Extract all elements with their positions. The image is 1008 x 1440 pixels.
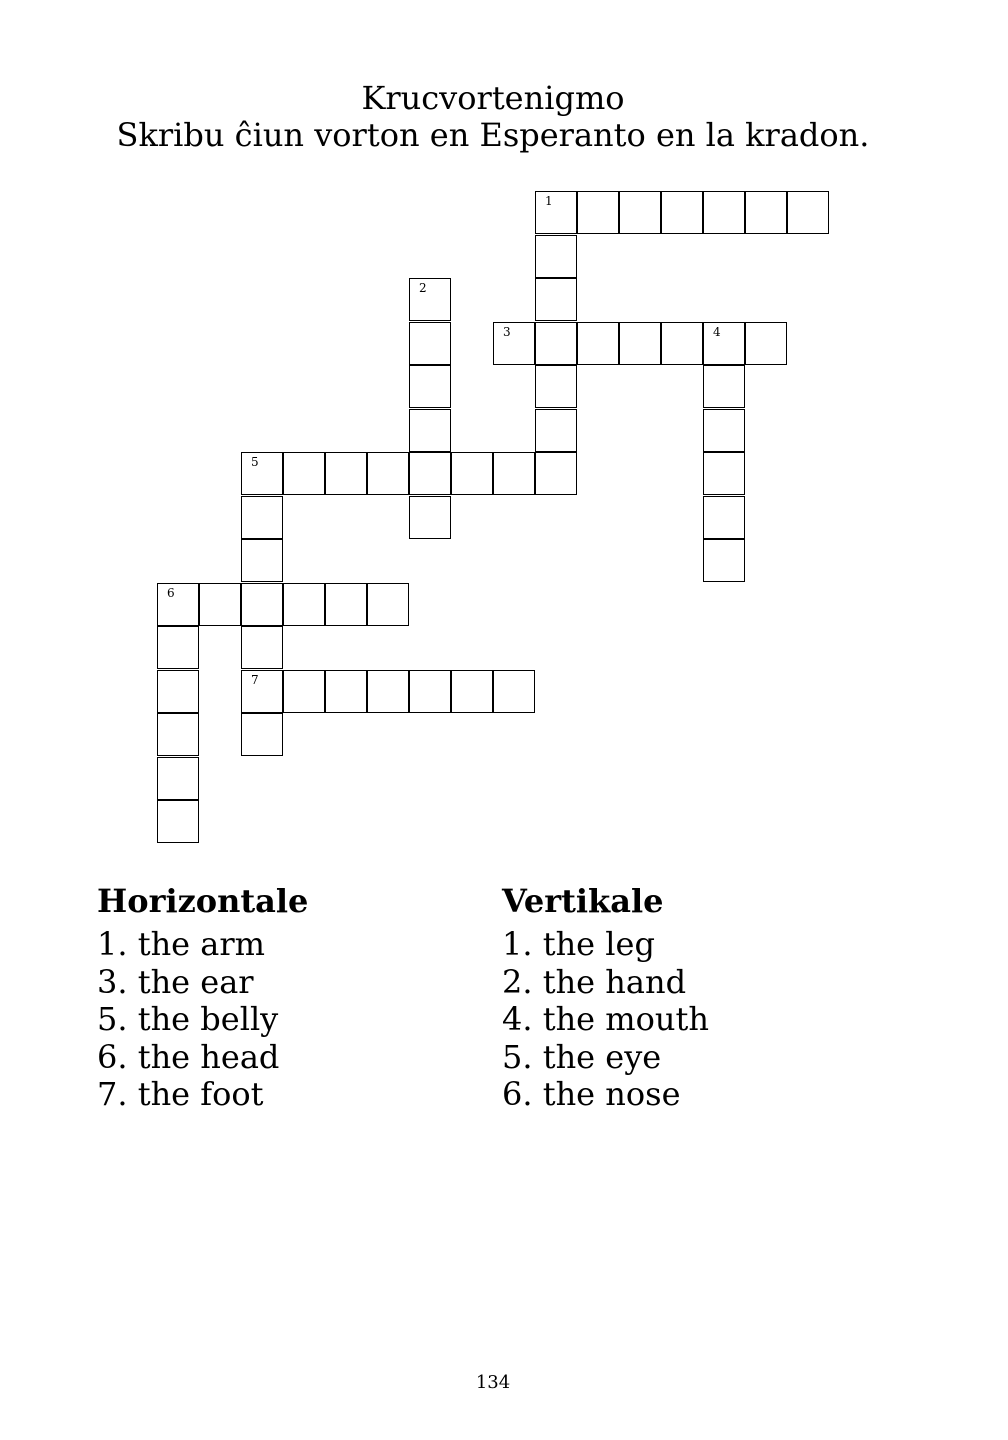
grid-cell[interactable] [367,670,409,713]
grid-cell[interactable] [493,452,535,495]
grid-cell[interactable] [577,191,619,234]
grid-cell[interactable] [703,539,745,582]
grid-cell[interactable] [703,191,745,234]
clue-number: 2 [419,281,427,295]
grid-cell[interactable] [451,452,493,495]
grid-cell[interactable] [157,670,199,713]
page-subtitle: Skribu ĉiun vorton en Esperanto en la kradon. [116,116,870,154]
grid-cell[interactable] [157,713,199,756]
clue-number: 3 [503,324,511,339]
grid-cell[interactable] [241,670,283,713]
clue-across-5: 5. the belly [97,1000,279,1038]
clue-down-5: 5. the eye [502,1037,662,1076]
clue-number: 5 [251,455,259,469]
grid-cell[interactable] [283,670,325,713]
grid-cell[interactable] [703,322,745,365]
grid-cell[interactable] [535,278,577,321]
grid-cell[interactable] [409,322,451,365]
grid-cell[interactable] [199,583,241,626]
grid-cell[interactable] [493,670,535,713]
grid-cell[interactable] [409,278,451,321]
clue-number: 4 [713,324,721,339]
across-clues [97,880,308,1114]
down-clues [502,880,709,1114]
clue-down-1: 1. the leg [502,925,655,963]
grid-cell[interactable] [283,452,325,495]
grid-cell[interactable] [787,191,829,234]
grid-cell[interactable] [535,322,577,365]
grid-cell[interactable] [325,583,367,626]
grid-cell[interactable] [367,452,409,495]
grid-cell[interactable] [535,365,577,408]
grid-cell[interactable] [409,409,451,452]
grid-cell[interactable] [703,452,745,495]
grid-cell[interactable] [241,496,283,539]
grid-cell[interactable] [535,191,577,234]
grid-cell[interactable] [451,670,493,713]
grid-cell[interactable] [535,235,577,278]
grid-cell[interactable] [745,191,787,234]
page-number: 134 [475,1372,511,1393]
grid-cell[interactable] [619,322,661,365]
grid-cell[interactable] [703,365,745,408]
grid-cell[interactable] [157,626,199,669]
grid-cell[interactable] [325,670,367,713]
clue-number: 6 [167,585,175,600]
grid-cell[interactable] [241,452,283,495]
clue-down-6: 6. the nose [502,1075,681,1113]
grid-cell[interactable] [409,365,451,408]
grid-cell[interactable] [157,800,199,843]
grid-cell[interactable] [703,496,745,539]
clue-number: 1 [545,194,553,208]
grid-cell[interactable] [493,322,535,365]
grid-cell[interactable] [409,452,451,495]
grid-cell[interactable] [409,496,451,539]
clue-across-7: 7. the foot [97,1075,264,1113]
grid-cell[interactable] [241,626,283,669]
grid-cell[interactable] [661,322,703,365]
grid-cell[interactable] [409,670,451,713]
grid-cell[interactable] [157,583,199,626]
grid-cell[interactable] [367,583,409,626]
grid-cell[interactable] [325,452,367,495]
clue-down-2: 2. the hand [502,962,687,1001]
grid-cell[interactable] [283,583,325,626]
page-title: Krucvortenigmo [361,79,625,117]
clue-down-4: 4. the mouth [502,1000,709,1038]
clue-across-3: 3. the ear [97,962,254,1001]
grid-cell[interactable] [745,322,787,365]
grid-cell[interactable] [241,713,283,756]
clue-number: 7 [251,672,259,687]
down-heading: Vertikale [502,882,664,920]
clue-across-6: 6. the head [97,1037,280,1076]
grid-cell[interactable] [619,191,661,234]
grid-cell[interactable] [157,757,199,800]
grid-cell[interactable] [577,322,619,365]
grid-cell[interactable] [535,409,577,452]
grid-cell[interactable] [241,539,283,582]
grid-cell[interactable] [703,409,745,452]
grid-cell[interactable] [535,452,577,495]
grid-cell[interactable] [661,191,703,234]
grid-cell[interactable] [241,583,283,626]
across-heading: Horizontale [97,882,309,920]
clue-across-1: 1. the arm [97,925,265,963]
